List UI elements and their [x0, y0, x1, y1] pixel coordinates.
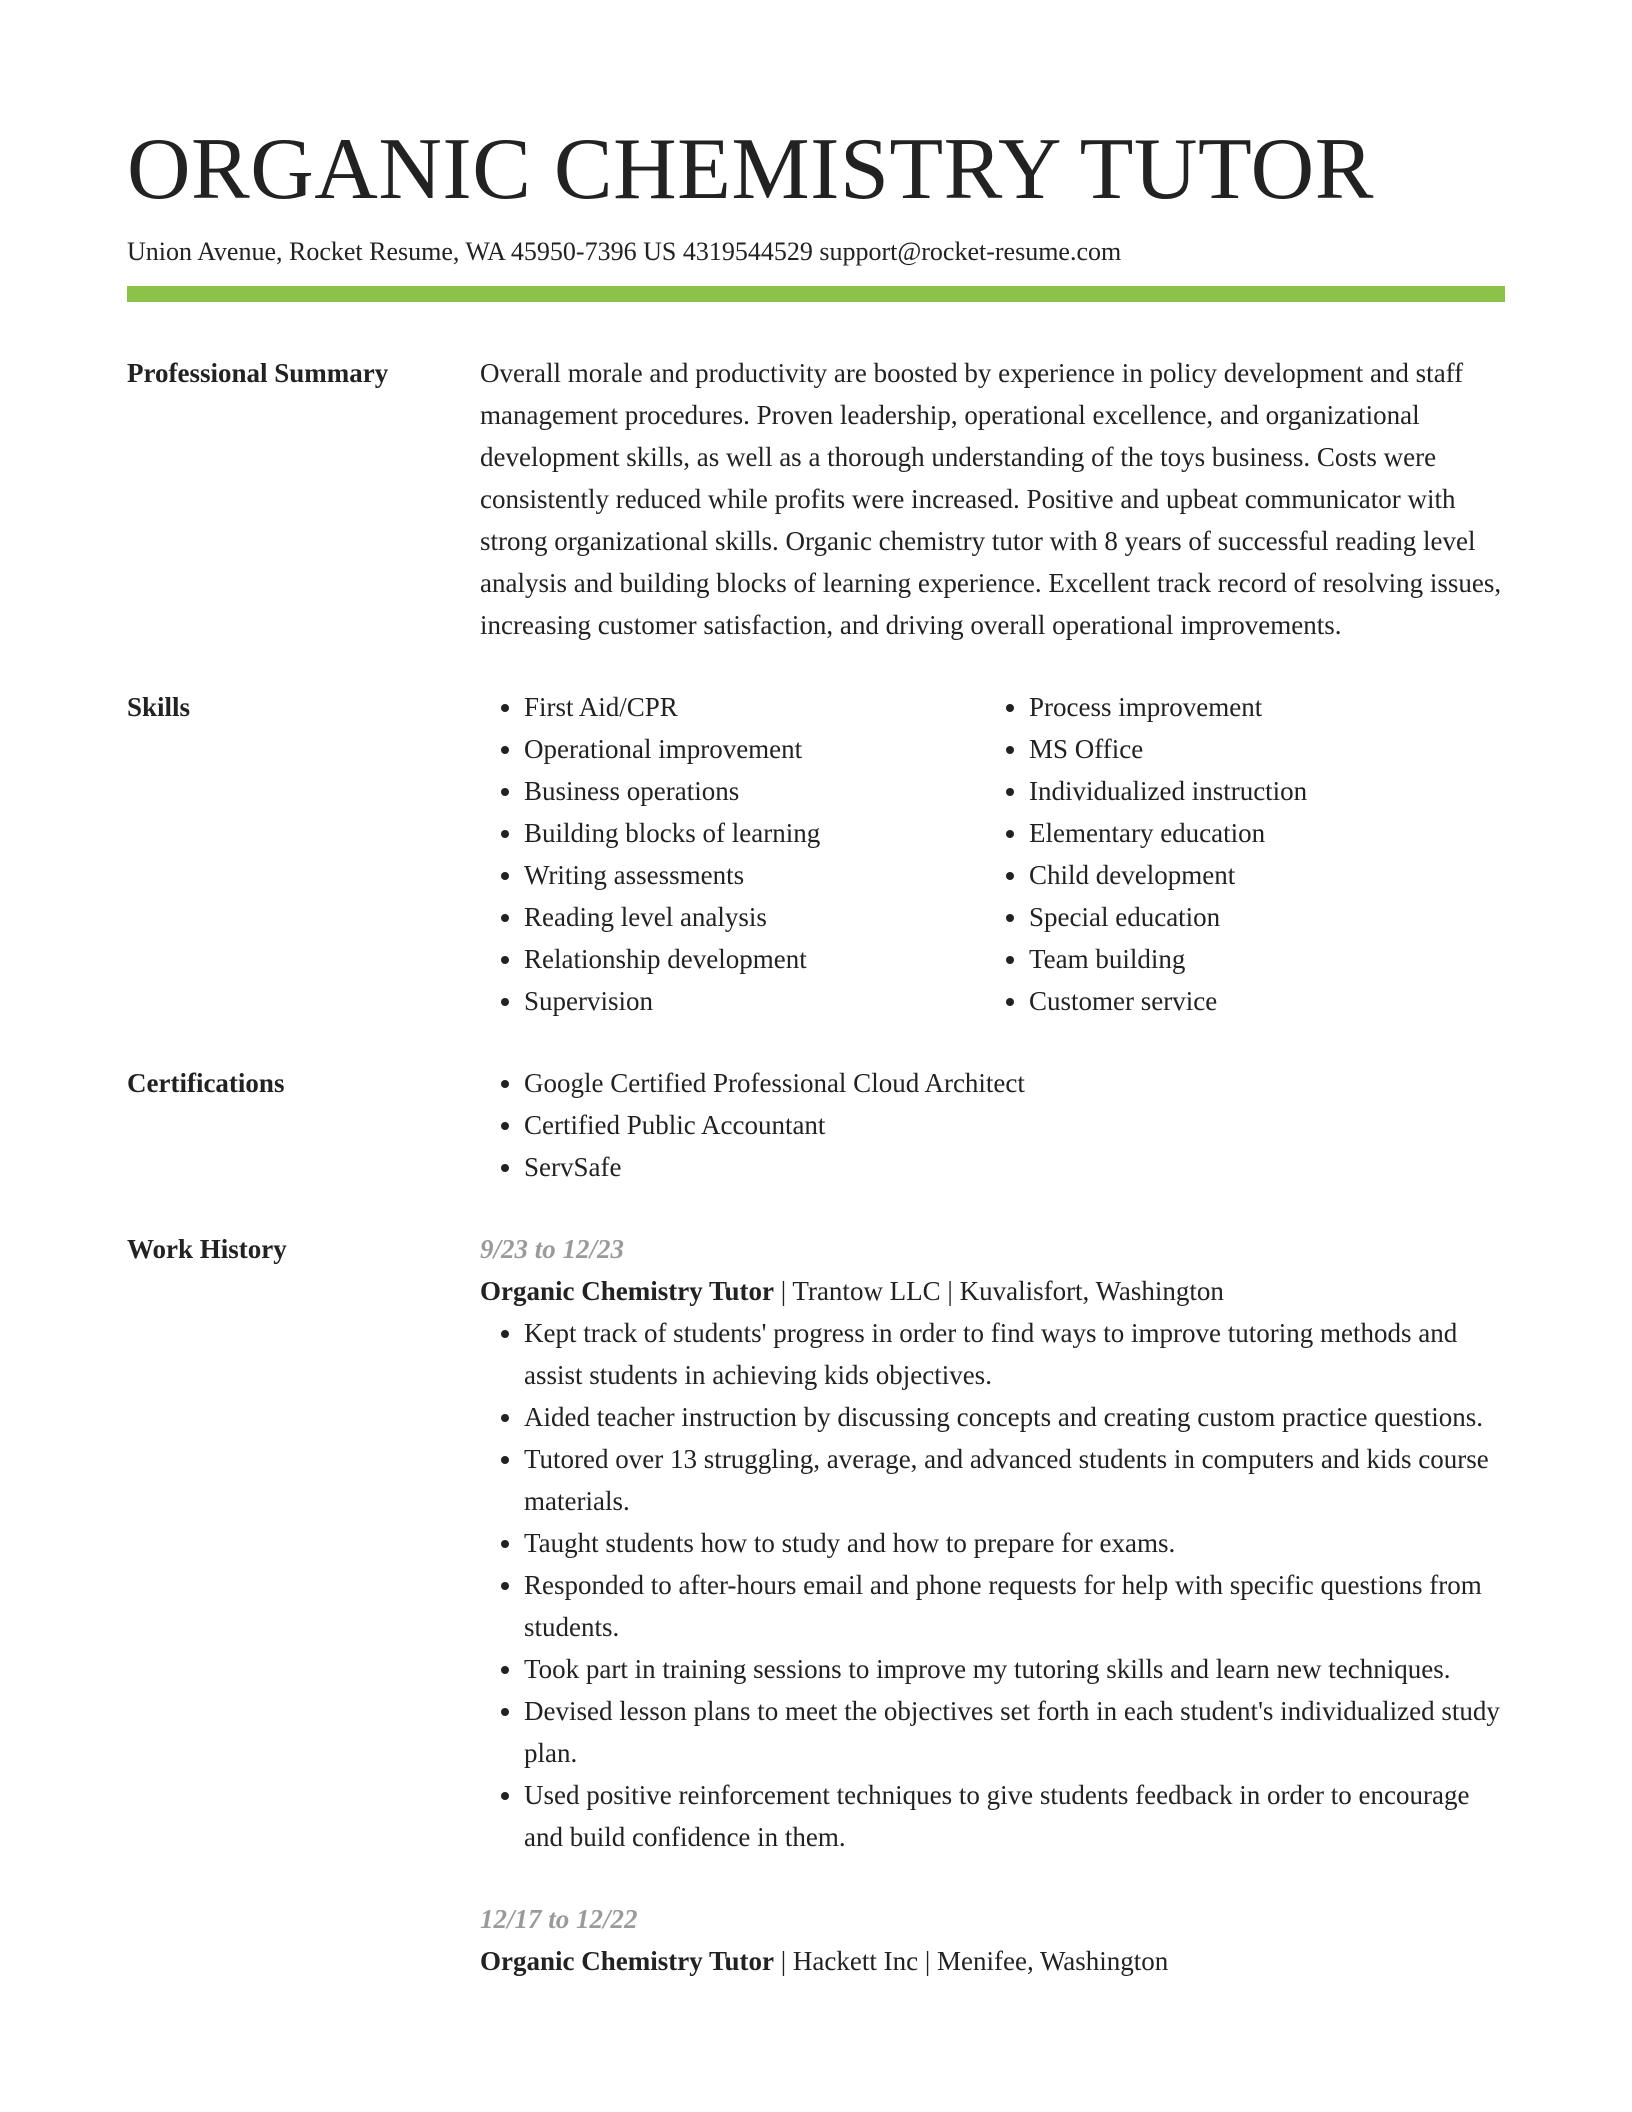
certification-item: • ServSafe: [524, 1146, 1505, 1188]
skill-item: • Business operations: [524, 770, 985, 812]
job-duty-item: • Kept track of students' progress in order to find ways to improve tutoring methods and assist students in achieving kids objectives.: [524, 1312, 1505, 1396]
job-entry: [480, 1228, 1505, 1858]
job-duty-item: • Taught students how to study and how to prepare for exams.: [524, 1522, 1505, 1564]
skill-item: • Building blocks of learning: [524, 812, 985, 854]
certification-item: • Certified Public Accountant: [524, 1104, 1505, 1146]
job-dates: 12/17 to 12/22: [480, 1904, 638, 1934]
summary-heading: Professional Summary: [127, 358, 389, 388]
summary-text: Overall morale and productivity are boosted by experience in policy development and staff management procedures. Proven leadership, operational excellence, and organizational development skills, as well as a thorough understanding of the toys business. Costs were consistently reduced while profits were increased. Positive and upbeat communicator with strong organizational skills. Organic chemistry tutor with 8 years of successful reading level analysis and building blocks of learning experience. Excellent track record of resolving issues, increasing customer satisfaction, and driving overall operational improvements.: [480, 358, 1502, 640]
job-entry: [480, 1898, 1505, 1982]
job-duty-item: • Took part in training sessions to improve my tutoring skills and learn new techniques.: [524, 1648, 1505, 1690]
job-duty-item: • Responded to after-hours email and phone requests for help with specific questions from students.: [524, 1564, 1505, 1648]
certifications-section: [127, 1062, 1505, 1188]
skill-item: • Supervision: [524, 980, 985, 1022]
contact-line: [127, 234, 1505, 270]
job-duty-item: • Tutored over 13 struggling, average, and advanced students in computers and kids course materials.: [524, 1438, 1505, 1522]
contact-address: Union Avenue, Rocket Resume, WA 45950-7396 US: [127, 237, 677, 266]
job-employer-location: | Hackett Inc | Menifee, Washington: [774, 1946, 1169, 1976]
header-divider: [127, 286, 1505, 302]
skill-item: • Process improvement: [1029, 686, 1490, 728]
job-duties-list: [480, 1312, 1505, 1858]
skill-item: • Relationship development: [524, 938, 985, 980]
summary-section: [127, 352, 1505, 646]
skill-item: • Customer service: [1029, 980, 1490, 1022]
skill-item: • Reading level analysis: [524, 896, 985, 938]
skill-item: • Team building: [1029, 938, 1490, 980]
job-duty-item: • Used positive reinforcement techniques to give students feedback in order to encourage and build confidence in them.: [524, 1774, 1505, 1858]
job-heading: [480, 1270, 1505, 1312]
job-duty-item: • Devised lesson plans to meet the objectives set forth in each student's individualized study plan.: [524, 1690, 1505, 1774]
candidate-name: ORGANIC CHEMISTRY TUTOR: [127, 121, 1374, 218]
job-employer-location: | Trantow LLC | Kuvalisfort, Washington: [774, 1276, 1224, 1306]
skill-item: • Child development: [1029, 854, 1490, 896]
contact-email[interactable]: support@rocket-resume.com: [819, 237, 1122, 266]
skills-heading: Skills: [127, 692, 191, 722]
skill-item: • First Aid/CPR: [524, 686, 985, 728]
skill-item: • Elementary education: [1029, 812, 1490, 854]
certifications-heading: Certifications: [127, 1068, 285, 1098]
job-title: Organic Chemistry Tutor: [480, 1946, 774, 1976]
certifications-list: [480, 1062, 1505, 1188]
contact-phone: 4319544529: [682, 237, 813, 266]
skills-section: [127, 686, 1505, 1022]
work-history-heading: Work History: [127, 1234, 287, 1264]
job-duty-item: • Aided teacher instruction by discussing concepts and creating custom practice questions.: [524, 1396, 1505, 1438]
skill-item: • Writing assessments: [524, 854, 985, 896]
skills-list-left: [480, 686, 985, 1022]
skills-list-right: [985, 686, 1490, 1022]
job-heading: [480, 1940, 1505, 1982]
skill-item: • Special education: [1029, 896, 1490, 938]
certification-item: • Google Certified Professional Cloud Architect: [524, 1062, 1505, 1104]
job-dates: 9/23 to 12/23: [480, 1234, 625, 1264]
skill-item: • Operational improvement: [524, 728, 985, 770]
skill-item: • Individualized instruction: [1029, 770, 1490, 812]
skill-item: • MS Office: [1029, 728, 1490, 770]
work-history-section: [127, 1228, 1505, 1982]
job-title: Organic Chemistry Tutor: [480, 1276, 774, 1306]
